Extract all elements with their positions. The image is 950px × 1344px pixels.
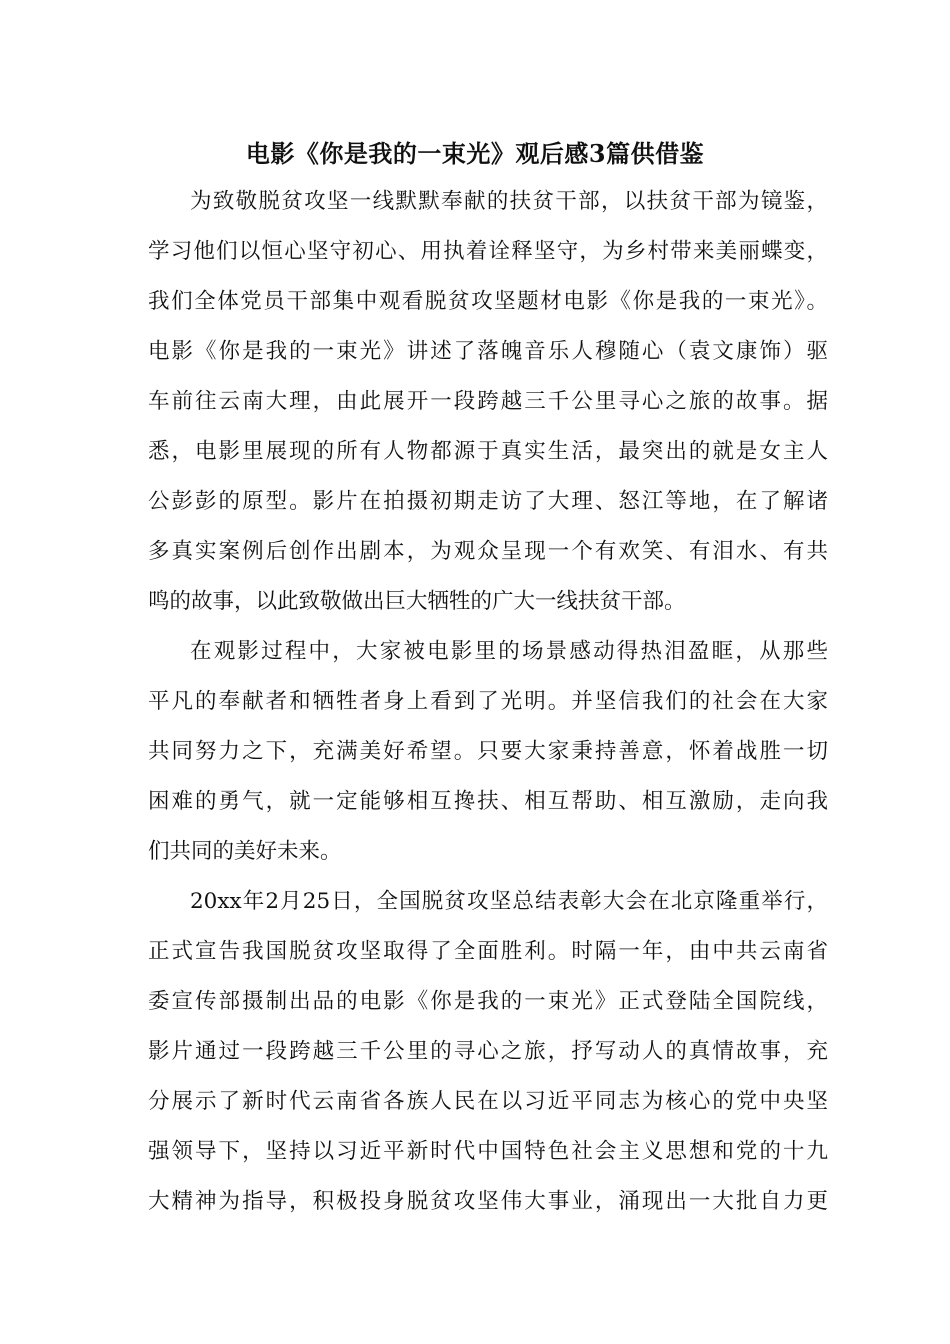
paragraph-1-line-6: 悉，电影里展现的所有人物都源于真实生活，最突出的就是女主人 xyxy=(148,439,828,464)
paragraph-3-line-3: 委宣传部摄制出品的电影《你是我的一束光》正式登陆全国院线， xyxy=(148,989,828,1014)
paragraph-2-line-4: 困难的勇气，就一定能够相互搀扶、相互帮助、相互激励，走向我 xyxy=(148,789,828,814)
paragraph-2-line-2: 平凡的奉献者和牺牲者身上看到了光明。并坚信我们的社会在大家 xyxy=(148,689,828,714)
paragraph-3-line-6: 强领导下，坚持以习近平新时代中国特色社会主义思想和党的十九 xyxy=(148,1139,828,1164)
paragraph-3-line-1: 20xx年2月25日，全国脱贫攻坚总结表彰大会在北京隆重举行， xyxy=(190,889,828,914)
paragraph-1-line-3: 我们全体党员干部集中观看脱贫攻坚题材电影《你是我的一束光》。 xyxy=(148,289,828,314)
paragraph-3-line-5: 分展示了新时代云南省各族人民在以习近平同志为核心的党中央坚 xyxy=(148,1089,828,1114)
paragraph-1-line-7: 公彭彭的原型。影片在拍摄初期走访了大理、怒江等地，在了解诸 xyxy=(148,489,828,514)
paragraph-1-line-5: 车前往云南大理，由此展开一段跨越三千公里寻心之旅的故事。据 xyxy=(148,389,828,414)
paragraph-1-line-2: 学习他们以恒心坚守初心、用执着诠释坚守，为乡村带来美丽蝶变， xyxy=(148,239,828,264)
paragraph-2-line-3: 共同努力之下，充满美好希望。只要大家秉持善意，怀着战胜一切 xyxy=(148,739,828,764)
paragraph-1-line-9: 鸣的故事，以此致敬做出巨大牺牲的广大一线扶贫干部。 xyxy=(148,589,686,614)
paragraph-1-line-8: 多真实案例后创作出剧本，为观众呈现一个有欢笑、有泪水、有共 xyxy=(148,539,828,564)
paragraph-2-line-5: 们共同的美好未来。 xyxy=(148,839,342,864)
paragraph-1-line-4: 电影《你是我的一束光》讲述了落魄音乐人穆随心（袁文康饰）驱 xyxy=(148,339,828,364)
paragraph-3-line-7: 大精神为指导，积极投身脱贫攻坚伟大事业，涌现出一大批自力更 xyxy=(148,1189,828,1214)
paragraph-3-line-4: 影片通过一段跨越三千公里的寻心之旅，抒写动人的真情故事，充 xyxy=(148,1039,828,1064)
document-title: 电影《你是我的一束光》观后感3篇供借鉴 xyxy=(245,139,705,168)
paragraph-2-line-1: 在观影过程中，大家被电影里的场景感动得热泪盈眶，从那些 xyxy=(190,639,828,664)
paragraph-1-line-1: 为致敬脱贫攻坚一线默默奉献的扶贫干部，以扶贫干部为镜鉴， xyxy=(190,189,828,214)
paragraph-3-line-2: 正式宣告我国脱贫攻坚取得了全面胜利。时隔一年，由中共云南省 xyxy=(148,939,828,964)
